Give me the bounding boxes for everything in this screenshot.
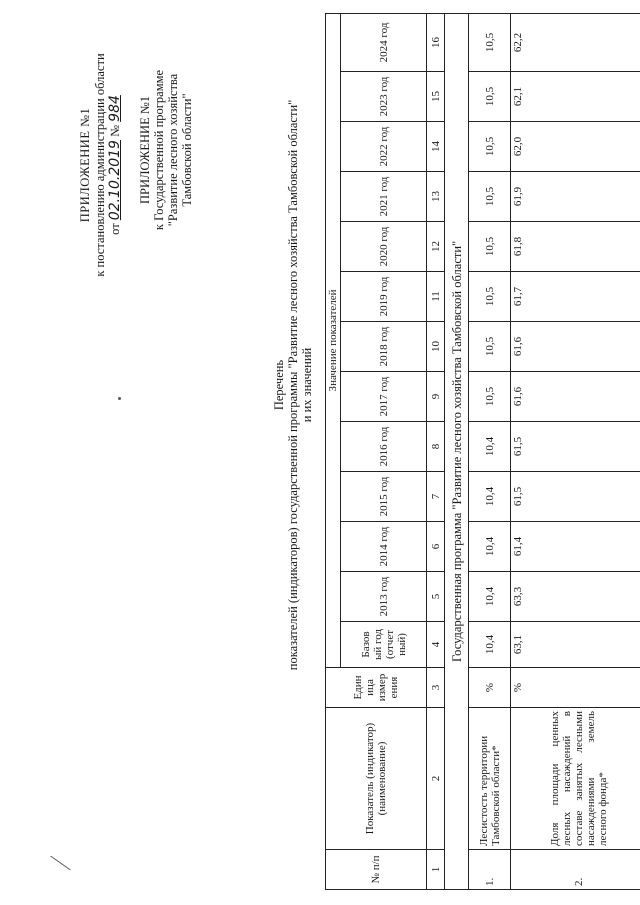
column-number: 12 [427, 222, 445, 272]
column-number: 1 [427, 850, 445, 890]
program-appendix-title: ПРИЛОЖЕНИЕ №1 [138, 95, 152, 205]
row-value: 61,6 [511, 372, 640, 422]
row-value: 10,5 [469, 222, 511, 272]
handwritten-date: 02.10.2019 [107, 140, 123, 221]
row-unit: % [469, 668, 511, 708]
header-year: 2015 год [341, 472, 427, 522]
row-value: 61,8 [511, 222, 640, 272]
row-value: 10,5 [469, 122, 511, 172]
header-year: 2023 год [341, 72, 427, 122]
column-number: 4 [427, 622, 445, 668]
list-title-line3: и их значений [300, 347, 314, 423]
row-value: 62,1 [511, 72, 640, 122]
column-number: 10 [427, 322, 445, 372]
row-value: 61,5 [511, 472, 640, 522]
list-title-line2: показателей (индикаторов) государственной программы "Развитие лесного хозяйства Тамбовской области" [286, 99, 300, 671]
row-value: 10,5 [469, 372, 511, 422]
header-year: 2021 год [341, 172, 427, 222]
admin-appendix-header [78, 15, 123, 315]
column-number: 16 [427, 13, 445, 71]
column-number: 3 [427, 668, 445, 708]
row-value: 10,5 [469, 272, 511, 322]
program-appendix-line1: к Государственной программе [152, 69, 166, 231]
header-year: 2019 год [341, 272, 427, 322]
row-value: 10,5 [469, 72, 511, 122]
list-title [272, 65, 314, 705]
header-year: 2017 год [341, 372, 427, 422]
admin-appendix-date-line [108, 15, 123, 315]
column-number: 11 [427, 272, 445, 322]
column-number: 15 [427, 72, 445, 122]
header-year: 2014 год [341, 522, 427, 572]
handwritten-number: 984 [107, 95, 123, 122]
program-appendix-line3: Тамбовской области" [180, 93, 194, 207]
indicators-table [325, 13, 640, 890]
column-number: 5 [427, 572, 445, 622]
row-value: 63,3 [511, 572, 640, 622]
row-value: 10,4 [469, 472, 511, 522]
date-prefix: от [108, 223, 122, 235]
header-year: Базов ый год (отчет ный) [341, 622, 427, 668]
row-value: 10,4 [469, 572, 511, 622]
row-value: 61,5 [511, 422, 640, 472]
row-value: 62,0 [511, 122, 640, 172]
column-number: 6 [427, 522, 445, 572]
row-value: 10,5 [469, 13, 511, 71]
program-appendix-line2: "Развитие лесного хозяйства [166, 73, 180, 227]
column-number: 14 [427, 122, 445, 172]
header-indicator: Показатель (индикатор) (наименование) [326, 708, 427, 850]
row-value: 10,4 [469, 522, 511, 572]
column-number: 8 [427, 422, 445, 472]
row-value: 10,4 [469, 622, 511, 668]
admin-appendix-title: ПРИЛОЖЕНИЕ №1 [78, 107, 92, 223]
header-year: 2024 год [341, 13, 427, 71]
header-year: 2020 год [341, 222, 427, 272]
program-row: Государственная программа "Развитие лесного хозяйства Тамбовской области" [445, 13, 469, 889]
column-number: 13 [427, 172, 445, 222]
row-no: 1. [469, 850, 511, 890]
row-value: 61,6 [511, 322, 640, 372]
row-indicator: Доля площади ценных лесных насаждений в составе занятых лесными насаждениями земель лесного фонда* [511, 708, 640, 850]
column-number: 7 [427, 472, 445, 522]
program-appendix-header [138, 35, 194, 265]
row-value: 63,1 [511, 622, 640, 668]
header-values: Значение показателей [326, 13, 341, 667]
header-year: 2013 год [341, 572, 427, 622]
column-number: 2 [427, 708, 445, 850]
row-value: 10,5 [469, 172, 511, 222]
row-value: 10,5 [469, 322, 511, 372]
admin-appendix-line: к постановлению администрации области [93, 53, 107, 277]
row-unit: % [511, 668, 640, 708]
row-value: 10,4 [469, 422, 511, 472]
number-prefix: № [108, 124, 122, 137]
row-value: 61,9 [511, 172, 640, 222]
scan-mark [50, 856, 70, 871]
list-title-line1: Перечень [272, 359, 286, 411]
row-indicator: Лесистость территории Тамбовской области* [469, 708, 511, 850]
row-value: 61,4 [511, 522, 640, 572]
header-year: 2016 год [341, 422, 427, 472]
column-number: 9 [427, 372, 445, 422]
header-unit: Един ица измер ения [326, 668, 427, 708]
header-year: 2022 год [341, 122, 427, 172]
scan-dot [118, 397, 121, 400]
row-value: 61,7 [511, 272, 640, 322]
header-year: 2018 год [341, 322, 427, 372]
header-no: № п/п [326, 850, 427, 890]
row-value: 62,2 [511, 13, 640, 71]
row-no: 2. [511, 850, 640, 890]
